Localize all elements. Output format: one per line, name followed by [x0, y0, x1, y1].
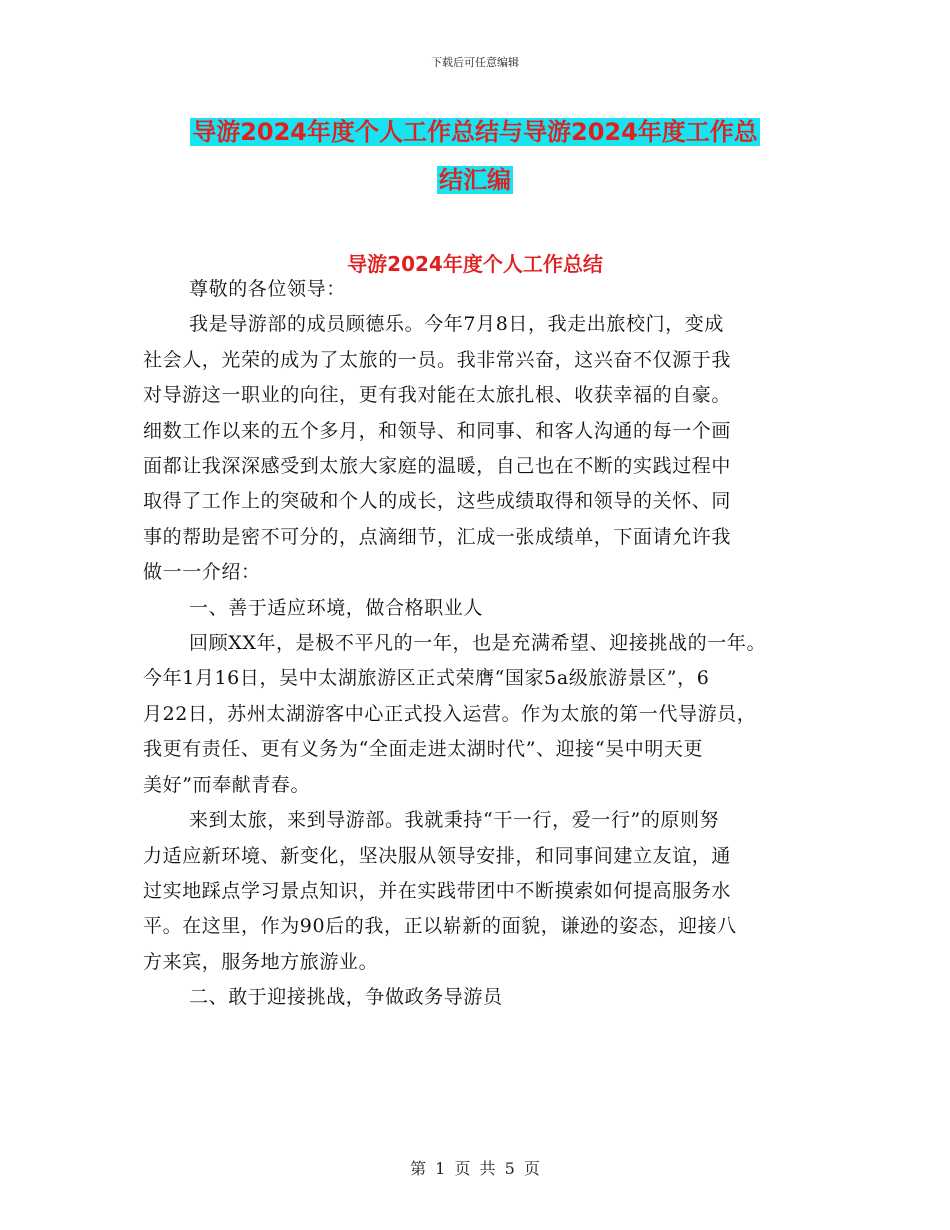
paragraph-line: 今年1月16日，吴中太湖旅游区正式荣膺“国家5a级旅游景区”，6: [143, 667, 710, 690]
document-title-line-1: 导游2024年度个人工作总结与导游2024年度工作总: [192, 118, 758, 146]
paragraph-line: 美好”而奉献青春。: [143, 773, 311, 796]
paragraph-line: 来到太旅，来到导游部。我就秉持“干一行，爱一行”的原则努: [189, 809, 720, 832]
document-title-line-2: 结汇编: [439, 166, 511, 194]
paragraph-line: 方来宾，服务地方旅游业。: [143, 950, 379, 973]
paragraph-line: 回顾XX年，是极不平凡的一年，也是充满希望、迎接挑战的一年。: [189, 632, 767, 655]
paragraph-line: 事的帮助是密不可分的，点滴细节，汇成一张成绩单，下面请允许我: [143, 525, 732, 548]
paragraph-line: 社会人，光荣的成为了太旅的一员。我非常兴奋，这兴奋不仅源于我: [143, 348, 732, 371]
paragraph-line: 细数工作以来的五个多月，和领导、和同事、和客人沟通的每一个画: [143, 419, 732, 442]
paragraph-line: 过实地踩点学习景点知识，并在实践带团中不断摸索如何提高服务水: [143, 879, 732, 902]
document-title: [140, 108, 810, 204]
section-title: 导游2024年度个人工作总结: [347, 252, 603, 276]
paragraph-line: 尊敬的各位领导：: [189, 278, 346, 300]
paragraph-line: 我是导游部的成员顾德乐。今年7月8日，我走出旅校门，变成: [189, 313, 724, 336]
paragraph-line: 面都让我深深感受到太旅大家庭的温暖，自己也在不断的实践过程中: [143, 455, 732, 478]
section-heading-line: 二、敢于迎接挑战，争做政务导游员: [189, 986, 503, 1009]
paragraph-line: 取得了工作上的突破和个人的成长，这些成绩取得和领导的关怀、同: [143, 490, 732, 513]
body-text: [143, 272, 815, 1016]
page-footer: 第 1 页 共 5 页: [410, 1159, 540, 1178]
paragraph-line: 对导游这一职业的向往，更有我对能在太旅扎根、收获幸福的自豪。: [143, 384, 732, 407]
section-heading-line: 一、善于适应环境，做合格职业人: [189, 596, 484, 619]
paragraph-line: 做一一介绍：: [143, 561, 261, 584]
paragraph-line: 我更有责任、更有义务为“全面走进太湖时代”、迎接“吴中明天更: [143, 738, 704, 761]
paragraph-line: 平。在这里，作为90后的我，正以崭新的面貌，谦逊的姿态，迎接八: [143, 915, 737, 938]
paragraph-line: 月22日，苏州太湖游客中心正式投入运营。作为太旅的第一代导游员，: [143, 702, 757, 725]
paragraph-line: 力适应新环境、新变化，坚决服从领导安排，和同事间建立友谊，通: [143, 844, 732, 867]
page-header-note: 下载后可任意编辑: [431, 56, 519, 69]
